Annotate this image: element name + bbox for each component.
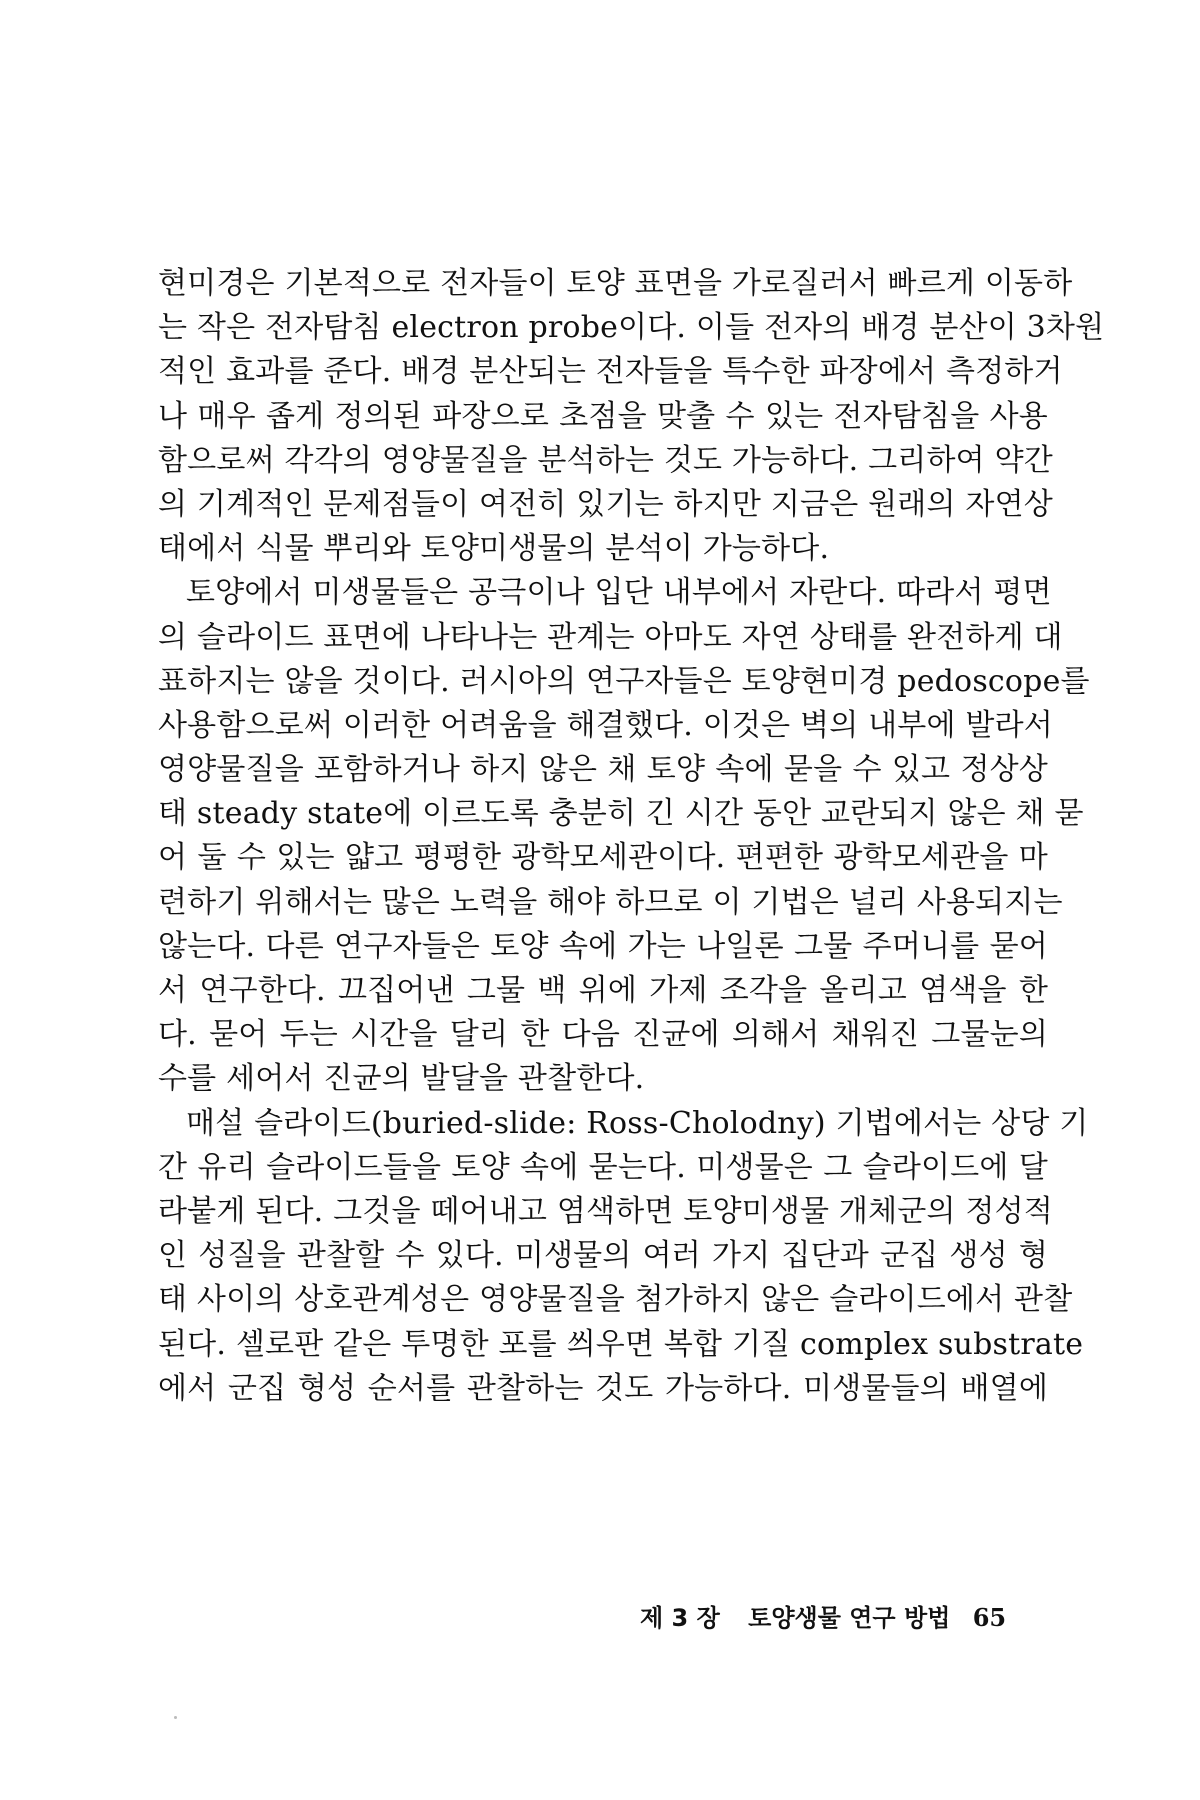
text-line: 현미경은 기본적으로 전자들이 토양 표면을 가로질러서 빠르게 이동하 — [158, 266, 1073, 301]
footer-chapter-title: 토양생물 연구 방법 — [748, 1604, 951, 1632]
text-line: 사용함으로써 이러한 어려움을 해결했다. 이것은 벽의 내부에 발라서 — [158, 707, 1053, 743]
text-line: 않는다. 다른 연구자들은 토양 속에 가는 나일론 그물 주머니를 묻어 — [158, 928, 1048, 964]
text-line: 영양물질을 포함하거나 하지 않은 채 토양 속에 묻을 수 있고 정상상 — [158, 752, 1048, 788]
text-line: 인 성질을 관찰할 수 있다. 미생물의 여러 가지 집단과 군집 생성 형 — [158, 1238, 1048, 1274]
text-line: 련하기 위해서는 많은 노력을 해야 하므로 이 기법은 널리 사용되지는 — [158, 884, 1063, 920]
text-line: 된다. 셀로판 같은 투명한 포를 씌우면 복합 기질 complex substrate — [158, 1326, 1084, 1362]
text-line: 토양에서 미생물들은 공극이나 입단 내부에서 자란다. 따라서 평면 — [186, 575, 1052, 611]
text-line: 표하지는 않을 것이다. 러시아의 연구자들은 토양현미경 pedoscope를 — [158, 663, 1090, 699]
page-number: 65 — [972, 1603, 1007, 1632]
text-line: 태 사이의 상호관계성은 영양물질을 첨가하지 않은 슬라이드에서 관찰 — [158, 1282, 1073, 1318]
text-line: 어 둘 수 있는 얇고 평평한 광학모세관이다. 편편한 광학모세관을 마 — [158, 840, 1048, 876]
body-text — [158, 262, 1105, 1411]
text-line: 다. 묻어 두는 시간을 달리 한 다음 진균에 의해서 채워진 그물눈의 — [158, 1017, 1048, 1053]
text-line: 매설 슬라이드(buried-slide: Ross-Cholodny) 기법에서는 상당 기 — [186, 1105, 1089, 1141]
text-line: 의 기계적인 문제점들이 여전히 있기는 하지만 지금은 원래의 자연상 — [158, 486, 1053, 522]
text-line: 나 매우 좁게 정의된 파장으로 초점을 맞출 수 있는 전자탐침을 사용 — [158, 398, 1048, 434]
text-line: 의 슬라이드 표면에 나타나는 관계는 아마도 자연 상태를 완전하게 대 — [158, 619, 1063, 655]
text-line: 는 작은 전자탐침 electron probe이다. 이들 전자의 배경 분산이 3차원 — [158, 310, 1105, 346]
text-line: 수를 세어서 진균의 발달을 관찰한다. — [158, 1061, 645, 1097]
footer-chapter: 제 3 장 — [640, 1604, 720, 1632]
text-line: 에서 군집 형성 순서를 관찰하는 것도 가능하다. 미생물들의 배열에 — [158, 1370, 1048, 1406]
text-line: 함으로써 각각의 영양물질을 분석하는 것도 가능하다. 그리하여 약간 — [158, 442, 1053, 478]
text-line: 서 연구한다. 끄집어낸 그물 백 위에 가제 조각을 올리고 염색을 한 — [158, 973, 1048, 1008]
scan-speck — [174, 1716, 177, 1719]
text-line: 태 steady state에 이르도록 충분히 긴 시간 동안 교란되지 않은 채 묻 — [158, 796, 1084, 832]
text-line: 라붙게 된다. 그것을 떼어내고 염색하면 토양미생물 개체군의 정성적 — [158, 1193, 1053, 1229]
running-footer — [640, 1598, 1040, 1633]
text-line: 간 유리 슬라이드들을 토양 속에 묻는다. 미생물은 그 슬라이드에 달 — [158, 1149, 1048, 1185]
text-line: 태에서 식물 뿌리와 토양미생물의 분석이 가능하다. — [158, 531, 830, 567]
text-line: 적인 효과를 준다. 배경 분산되는 전자들을 특수한 파장에서 측정하거 — [158, 354, 1063, 390]
